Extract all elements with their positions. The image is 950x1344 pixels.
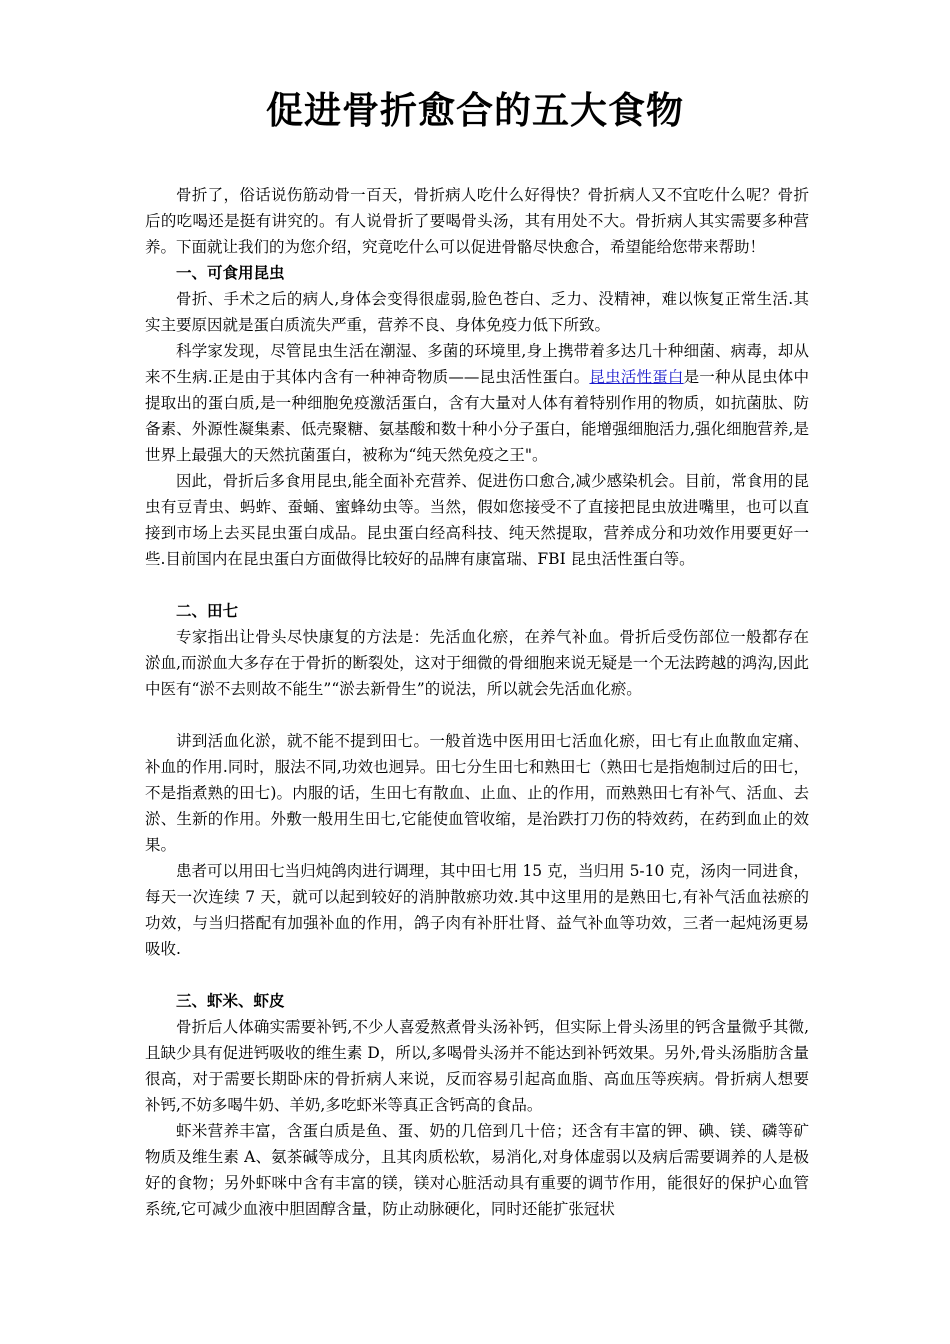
paragraph: 因此，骨折后多食用昆虫,能全面补充营养、促进伤口愈合,减少感染机会。目前，常食用的昆虫有豆青虫、蚂蚱、蚕蛹、蜜蜂幼虫等。当然，假如您接受不了直接把昆虫放进嘴里，也可以直接到市场上去买昆虫蛋白成品。昆虫蛋白经高科技、纯天然提取，营养成分和功效作用要更好一些.目前国内在昆虫蛋白方面做得比较好的品牌有康富瑞、FBI 昆虫活性蛋白等。: [145, 472, 809, 568]
article-body: [145, 182, 809, 1222]
paragraph: 骨折、手术之后的病人,身体会变得很虚弱,脸色苍白、乏力、没精神，难以恢复正常生活.其实主要原因就是蛋白质流失严重，营养不良、身体免疫力低下所致。: [145, 290, 809, 334]
paragraph: [145, 338, 809, 468]
page-title: 促进骨折愈合的五大食物: [266, 88, 684, 132]
paragraph: 讲到活血化淤，就不能不提到田七。一般首选中医用田七活血化瘀，田七有止血散血定痛、补血的作用.同时，服法不同,功效也迥异。田七分生田七和熟田七（熟田七是指炮制过后的田七，不是指煮熟的田七)。内服的话，生田七有散血、止血、止的作用，而熟熟田七有补气、活血、去淤、生新的作用。外敷一般用生田七,它能使血管收缩，是治跌打刀伤的特效药，在药到血止的效果。: [145, 732, 809, 854]
intro-paragraph: 骨折了，俗话说伤筋动骨一百天，骨折病人吃什么好得快？骨折病人又不宜吃什么呢？骨折后的吃喝还是挺有讲究的。有人说骨折了要喝骨头汤，其有用处不大。骨折病人其实需要多种营养。下面就让我们的为您介绍，究竟吃什么可以促进骨骼尽快愈合，希望能给您带来帮助！: [145, 186, 809, 256]
spacer: [145, 962, 809, 988]
paragraph: 专家指出让骨头尽快康复的方法是：先活血化瘀，在养气补血。骨折后受伤部位一般都存在淤血,而淤血大多存在于骨折的断裂处，这对于细微的骨细胞来说无疑是一个无法跨越的鸿沟,因此中医有“淤不去则故不能生”“淤去新骨生”的说法，所以就会先活血化瘀。: [145, 628, 809, 698]
spacer: [145, 702, 809, 728]
paragraph-text: 是一种从昆虫体中提取出的蛋白质,是一种细胞免疫激活蛋白，含有大量对人体有着特别作用的物质，如抗菌肽、防备素、外源性凝集素、低壳聚糖、氨基酸和数十种小分子蛋白，能增强细胞活力,强化细胞营养,是世界上最强大的天然抗菌蛋白，被称为“纯天然免疫之王"。: [145, 368, 809, 464]
paragraph-text: 科学家发现，尽管昆虫生活在潮湿、多菌的环境里,身上携带着多达几十种细菌、病毒，却从来不生病.正是由于其体内含有一种神奇物质——昆虫活性蛋白。: [145, 342, 809, 386]
spacer: [145, 572, 809, 598]
section-heading-shrimp: 三、虾米、虾皮: [176, 991, 285, 1010]
paragraph: 患者可以用田七当归炖鸽肉进行调理，其中田七用 15 克，当归用 5-10 克，汤肉一同进食，每天一次连续 7 天，就可以起到较好的消肿散瘀功效.其中这里用的是熟田七,有补气活血祛瘀的功效，与当归搭配有加强补血的作用，鸽子肉有补肝壮肾、益气补血等功效，三者一起炖汤更易吸收.: [145, 862, 809, 958]
section-heading-tianqi: 二、田七: [176, 601, 239, 620]
section-heading-insects: 一、可食用昆虫: [176, 263, 285, 282]
insect-protein-link[interactable]: 昆虫活性蛋白: [589, 368, 684, 386]
paragraph: 骨折后人体确实需要补钙,不少人喜爱熬煮骨头汤补钙，但实际上骨头汤里的钙含量微乎其微,且缺少具有促进钙吸收的维生素 D，所以,多喝骨头汤并不能达到补钙效果。另外,骨头汤脂肪含量很高，对于需要长期卧床的骨折病人来说，反而容易引起高血脂、高血压等疾病。骨折病人想要补钙,不妨多喝牛奶、羊奶,多吃虾米等真正含钙高的食品。: [145, 1018, 809, 1114]
paragraph: 虾米营养丰富，含蛋白质是鱼、蛋、奶的几倍到几十倍；还含有丰富的钾、碘、镁、磷等矿物质及维生素 A、氨茶碱等成分，且其肉质松软，易消化,对身体虚弱以及病后需要调养的人是极好的食物；另外虾咪中含有丰富的镁，镁对心脏活动具有重要的调节作用，能很好的保护心血管系统,它可减少血液中胆固醇含量，防止动脉硬化，同时还能扩张冠状: [145, 1122, 809, 1218]
